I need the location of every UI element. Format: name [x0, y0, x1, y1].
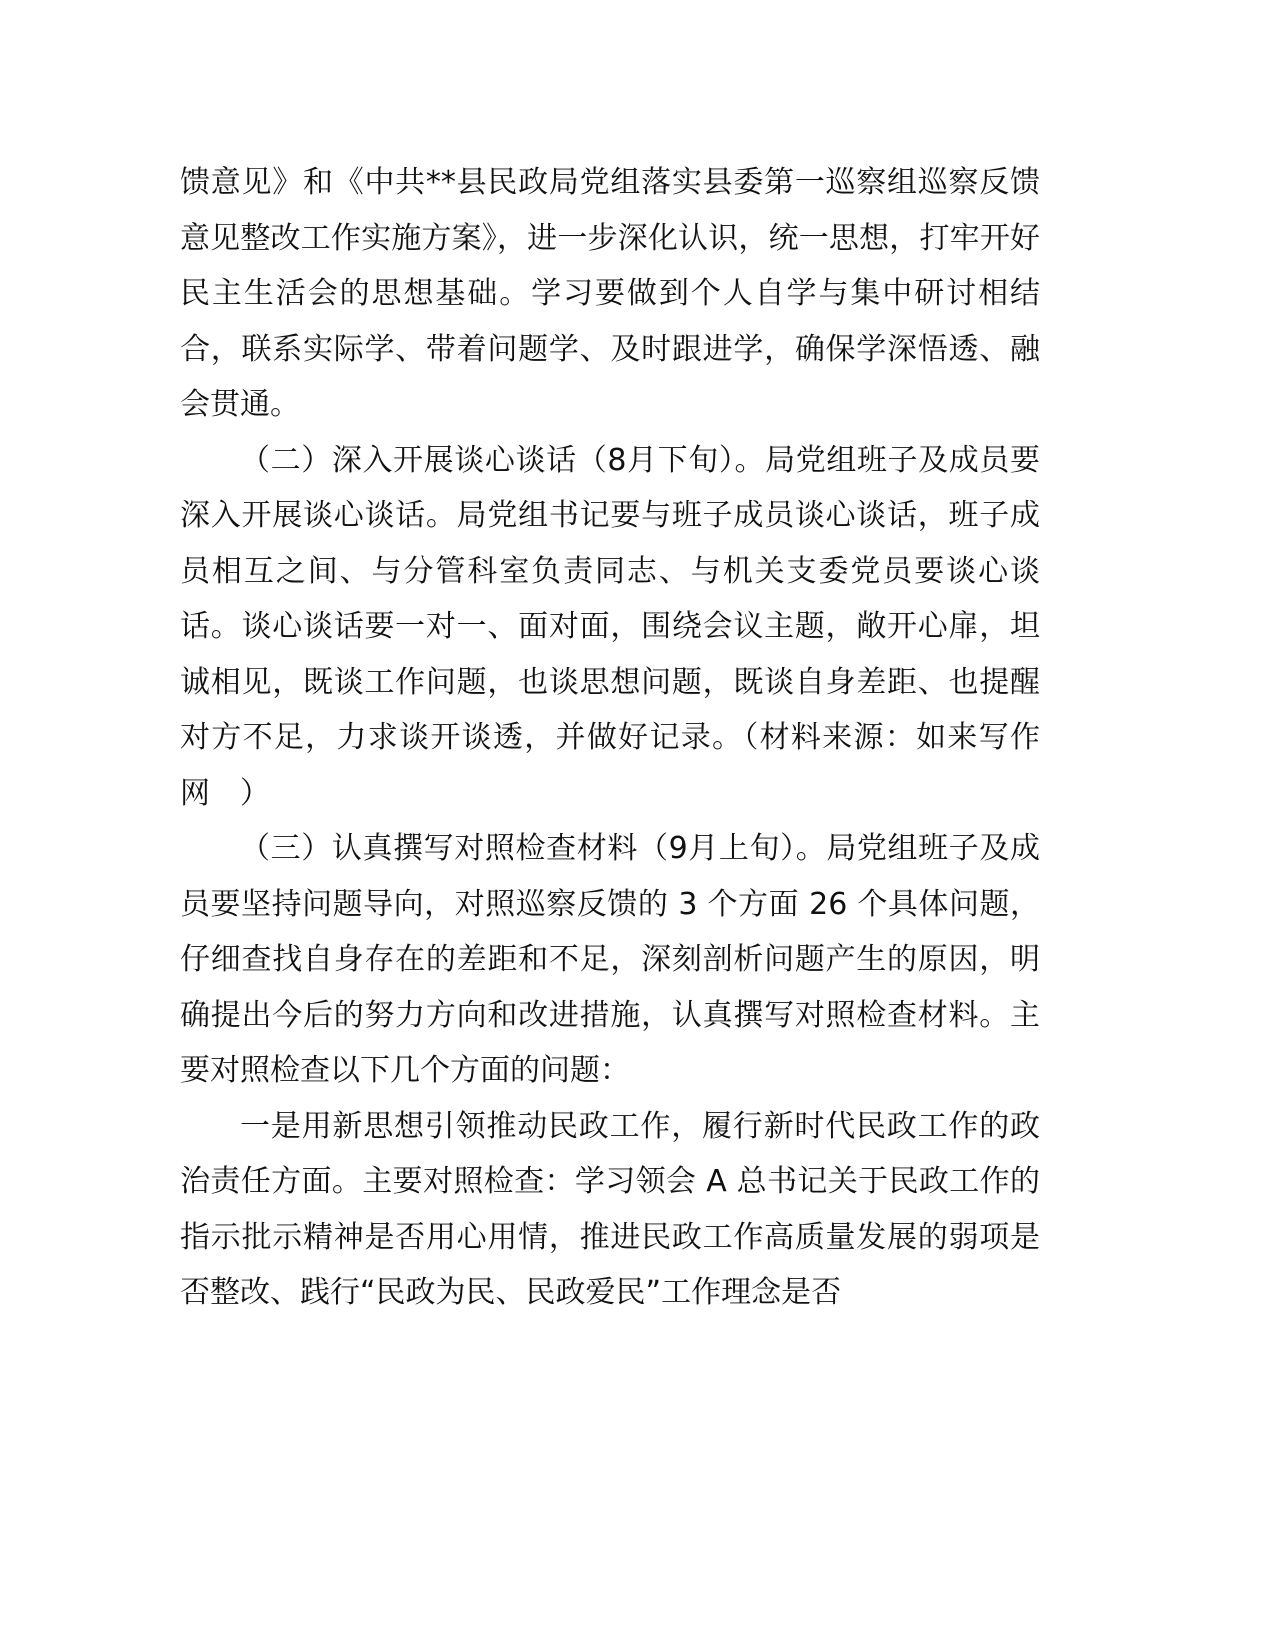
- paragraph-item-one: 一是用新思想引领推动民政工作，履行新时代民政工作的政治责任方面。主要对照检查：学习领会 A 总书记关于民政工作的指示批示精神是否用心用情，推进民政工作高质量发展的弱项是否整改、践行“民政为民、民政爱民”工作理念是否: [180, 1108, 1040, 1310]
- paragraph-section-three: （三）认真撰写对照检查材料（9月上旬）。局党组班子及成员要坚持问题导向，对照巡察反馈的 3 个方面 26 个具体问题，仔细查找自身存在的差距和不足，深刻剖析问题产生的原因，明确提出今后的努力方向和改进措施，认真撰写对照检查材料。主要对照检查以下几个方面的问题：: [180, 831, 1040, 1088]
- paragraph-section-two: （二）深入开展谈心谈话（8月下旬）。局党组班子及成员要深入开展谈心谈话。局党组书记要与班子成员谈心谈话，班子成员相互之间、与分管科室负责同志、与机关支委党员要谈心谈话。谈心谈话要一对一、面对面，围绕会议主题，敞开心扉，坦诚相见，既谈工作问题，也谈思想问题，既谈自身差距、也提醒对方不足，力求谈开谈透，并做好记录。（材料来源：如来写作网 ）: [180, 442, 1040, 811]
- paragraph-continuation: 馈意见》和《中共**县民政局党组落实县委第一巡察组巡察反馈意见整改工作实施方案》，进一步深化认识，统一思想，打牢开好民主生活会的思想基础。学习要做到个人自学与集中研讨相结合，联系实际学、带着问题学、及时跟进学，确保学深悟透、融会贯通。: [180, 165, 1040, 422]
- document-body: [180, 155, 1040, 1321]
